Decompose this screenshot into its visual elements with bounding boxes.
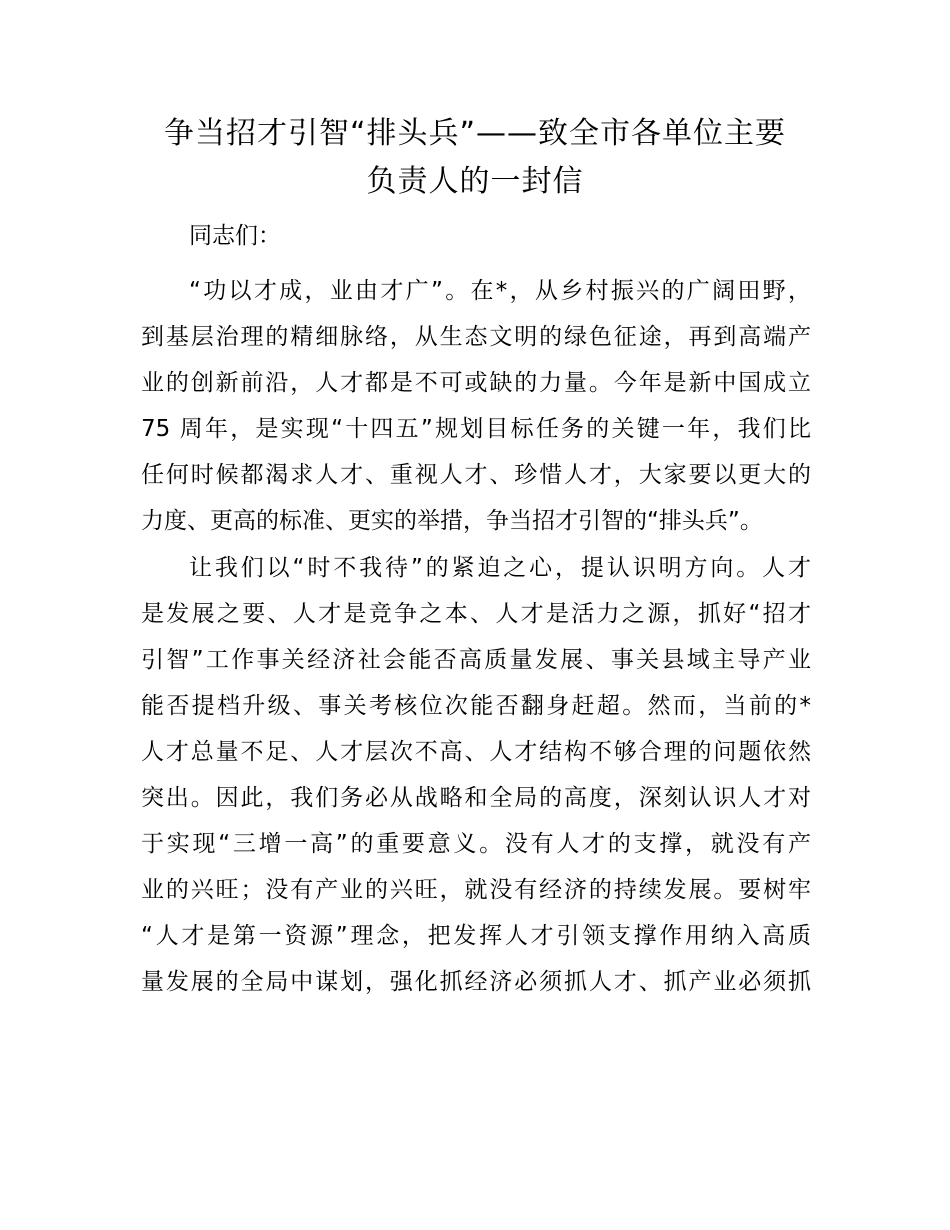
paragraph-line: 75 周年，是实现“十四五”规划目标任务的关键一年，我们比: [141, 416, 811, 442]
paragraph-line: 力度、更高的标准、更实的举措，争当招才引智的“排头兵”。: [141, 508, 763, 534]
paragraph-2: [141, 545, 811, 1005]
paragraph-line: 能否提档升级、事关考核位次能否翻身赶超。然而，当前的*: [141, 693, 811, 719]
paragraph-line: 引智”工作事关经济社会能否高质量发展、事关县域主导产业: [141, 647, 811, 673]
paragraph-line: 突出。因此，我们务必从战略和全局的高度，深刻认识人才对: [141, 785, 811, 811]
paragraph-line: “人才是第一资源”理念，把发挥人才引领支撑作用纳入高质: [141, 923, 811, 949]
paragraph-line: 任何时候都渴求人才、重视人才、珍惜人才，大家要以更大的: [141, 462, 811, 488]
document-title: [120, 110, 830, 206]
paragraph-line: 业的兴旺；没有产业的兴旺，就没有经济的持续发展。要树牢: [141, 877, 811, 903]
title-line-1: 争当招才引智“排头兵”——致全市各单位主要: [163, 116, 787, 151]
paragraph-line: 让我们以“时不我待”的紧迫之心，提认识明方向。人才: [189, 555, 811, 581]
title-line-2: 负责人的一封信: [366, 164, 584, 199]
paragraph-line: 到基层治理的精细脉络，从生态文明的绿色征途，再到高端产: [141, 324, 811, 350]
paragraph-line: 量发展的全局中谋划，强化抓经济必须抓人才、抓产业必须抓: [141, 969, 811, 995]
paragraph-line: 是发展之要、人才是竞争之本、人才是活力之源，抓好“招才: [141, 601, 811, 627]
paragraph-line: 人才总量不足、人才层次不高、人才结构不够合理的问题依然: [141, 739, 811, 765]
salutation: 同志们：: [189, 223, 281, 249]
paragraph-line: 业的创新前沿，人才都是不可或缺的力量。今年是新中国成立: [141, 370, 811, 396]
paragraph-line: “功以才成，业由才广”。在*，从乡村振兴的广阔田野，: [189, 278, 811, 304]
paragraph-1: [141, 268, 811, 544]
paragraph-line: 于实现“三增一高”的重要意义。没有人才的支撑，就没有产: [141, 831, 811, 857]
